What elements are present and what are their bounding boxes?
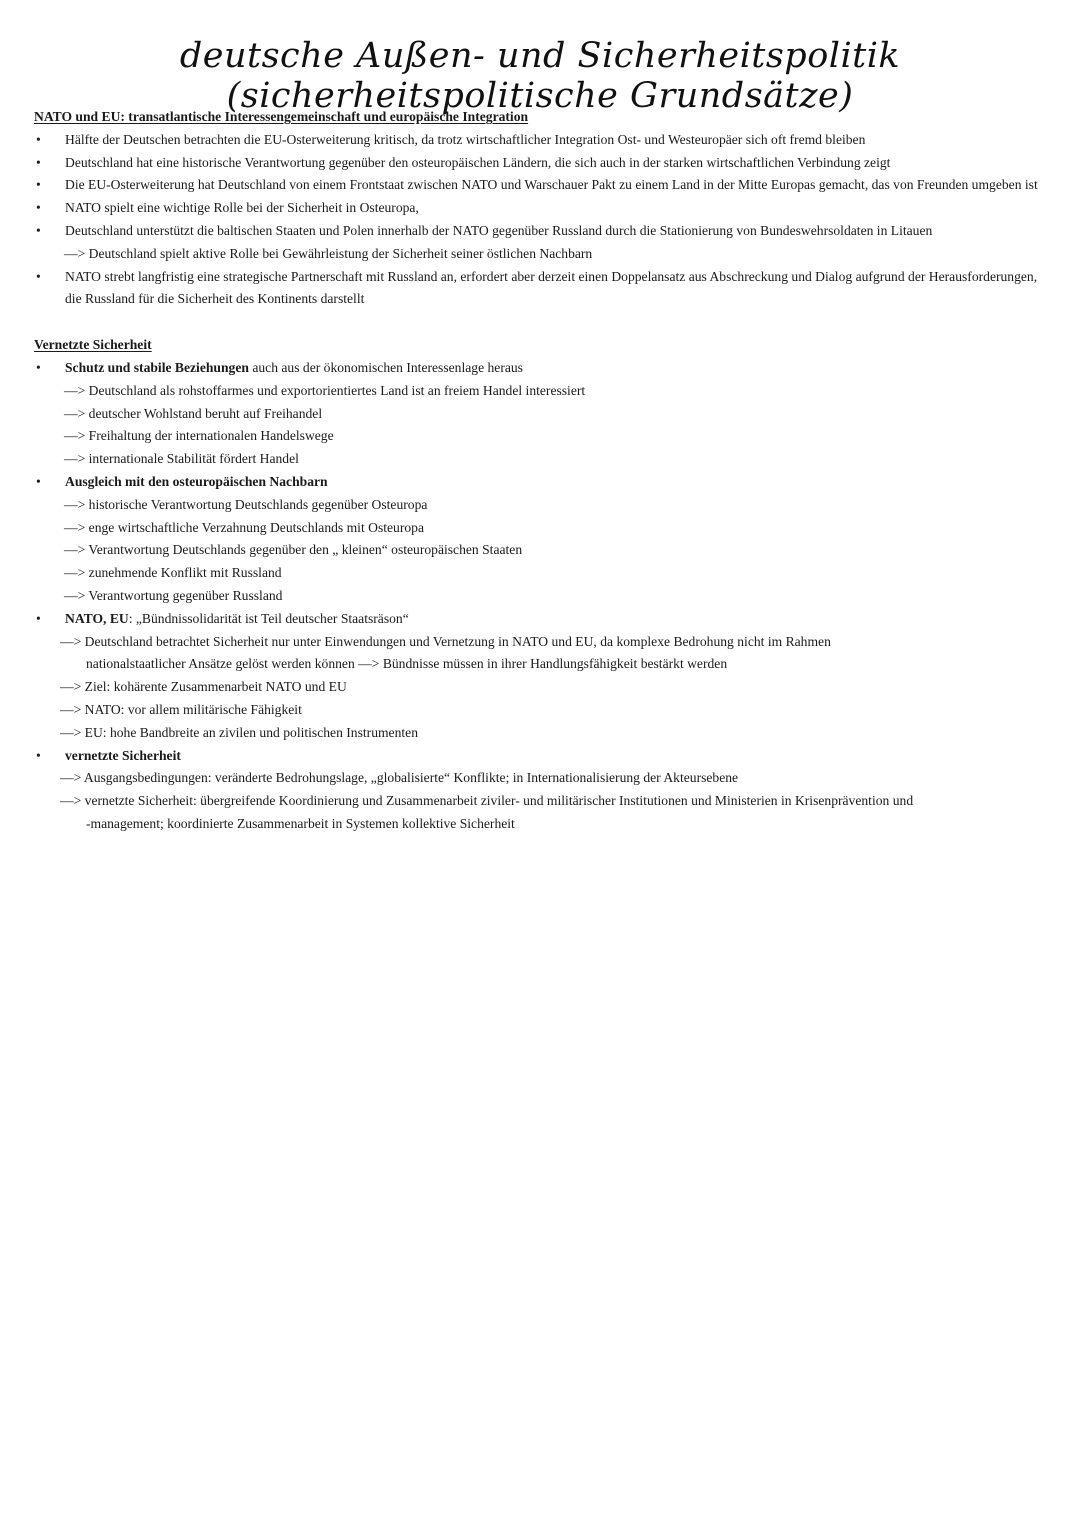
document-body bbox=[34, 106, 1044, 836]
sub-item-continuation: -management; koordinierte Zusammenarbeit in Systemen kollektive Sicherheit bbox=[86, 815, 515, 831]
sub-item: —> Deutschland als rohstoffarmes und exportorientiertes Land ist an freiem Handel interessiert bbox=[64, 382, 586, 398]
sub-item-continuation: nationalstaatlicher Ansätze gelöst werden können —> Bündnisse müssen in ihrer Handlungsfähigkeit bestärkt werden bbox=[86, 656, 728, 672]
item-text: auch aus der ökonomischen Interessenlage heraus bbox=[248, 359, 523, 375]
item-bold: Ausgleich mit den osteuropäischen Nachbarn bbox=[65, 473, 328, 489]
sub-item: —> Deutschland betrachtet Sicherheit nur unter Einwendungen und Vernetzung in NATO und EU, da komplexe Bedrohung nicht im Rahmen bbox=[60, 633, 831, 649]
page-title: deutsche Außen- und Sicherheitspolitik (sicherheitspolitische Grundsätze) bbox=[179, 36, 901, 116]
section-heading-nato-eu: NATO und EU: transatlantische Interessengemeinschaft und europäische Integration bbox=[34, 109, 529, 124]
sub-item: —> EU: hohe Bandbreite an zivilen und politischen Instrumenten bbox=[60, 724, 418, 740]
sub-item: —> Deutschland spielt aktive Rolle bei Gewährleistung der Sicherheit seiner östlichen Nachbarn bbox=[64, 245, 593, 261]
sub-item: —> deutscher Wohlstand beruht auf Freihandel bbox=[64, 405, 323, 421]
list-item: • Hälfte der Deutschen betrachten die EU-Osterweiterung kritisch, da trotz wirtschaftlicher Integration Ost- und Westeuropäer sich oft fremd bleiben bbox=[34, 129, 1044, 152]
sub-item: —> Ausgangsbedingungen: veränderte Bedrohungslage, „globalisierte“ Konflikte; in Internationalisierung der Akteursebene bbox=[60, 770, 739, 786]
sub-item: —> enge wirtschaftliche Verzahnung Deutschlands mit Osteuropa bbox=[64, 519, 424, 535]
list-item: • Deutschland unterstützt die baltischen Staaten und Polen innerhalb der NATO gegenüber Russland durch die Stationierung von Bundeswehrsoldaten in Litauen bbox=[34, 220, 1044, 243]
sub-item: —> Freihaltung der internationalen Handelswege bbox=[64, 428, 334, 444]
section-heading-vernetzte-sicherheit: Vernetzte Sicherheit bbox=[34, 337, 152, 353]
list-item bbox=[34, 745, 1044, 768]
item-bold: vernetzte Sicherheit bbox=[65, 747, 181, 763]
list-item: • NATO strebt langfristig eine strategische Partnerschaft mit Russland an, erfordert aber derzeit einen Doppelansatz aus Abschreckung und Dialog aufgrund der Herausforderungen, die Russland für die Sicherheit des Kontinents darstellt bbox=[34, 266, 1044, 312]
list-item bbox=[34, 471, 1044, 494]
list-item bbox=[34, 608, 1044, 631]
item-text: : „Bündnissolidarität ist Teil deutscher Staatsräson“ bbox=[128, 610, 409, 626]
sub-item: —> zunehmende Konflikt mit Russland bbox=[64, 565, 282, 581]
sub-item: —> internationale Stabilität fördert Handel bbox=[64, 451, 299, 467]
sub-item: —> Verantwortung gegenüber Russland bbox=[64, 587, 283, 603]
sub-item: —> vernetzte Sicherheit: übergreifende Koordinierung und Zusammenarbeit ziviler- und militärischer Institutionen und Ministerien in Krisenprävention und bbox=[60, 793, 914, 809]
list-item: • Die EU-Osterweiterung hat Deutschland von einem Frontstaat zwischen NATO und Warschauer Pakt zu einem Land in der Mitte Europas gemacht, das von Freunden umgeben ist bbox=[34, 174, 1044, 197]
item-bold: Schutz und stabile Beziehungen bbox=[65, 359, 249, 375]
list-item: • NATO spielt eine wichtige Rolle bei der Sicherheit in Osteuropa, bbox=[34, 197, 1044, 220]
sub-item: —> historische Verantwortung Deutschlands gegenüber Osteuropa bbox=[64, 496, 428, 512]
sub-item: —> NATO: vor allem militärische Fähigkeit bbox=[60, 701, 302, 717]
sub-item: —> Verantwortung Deutschlands gegenüber den „ kleinen“ osteuropäischen Staaten bbox=[64, 542, 523, 558]
list-item bbox=[34, 357, 1044, 380]
list-item: • Deutschland hat eine historische Verantwortung gegenüber den osteuropäischen Ländern, die sich auch in der starken wirtschaftlichen Verbindung zeigt bbox=[34, 152, 1044, 175]
item-bold: NATO, EU bbox=[65, 610, 129, 626]
sub-item: —> Ziel: kohärente Zusammenarbeit NATO und EU bbox=[60, 679, 347, 695]
